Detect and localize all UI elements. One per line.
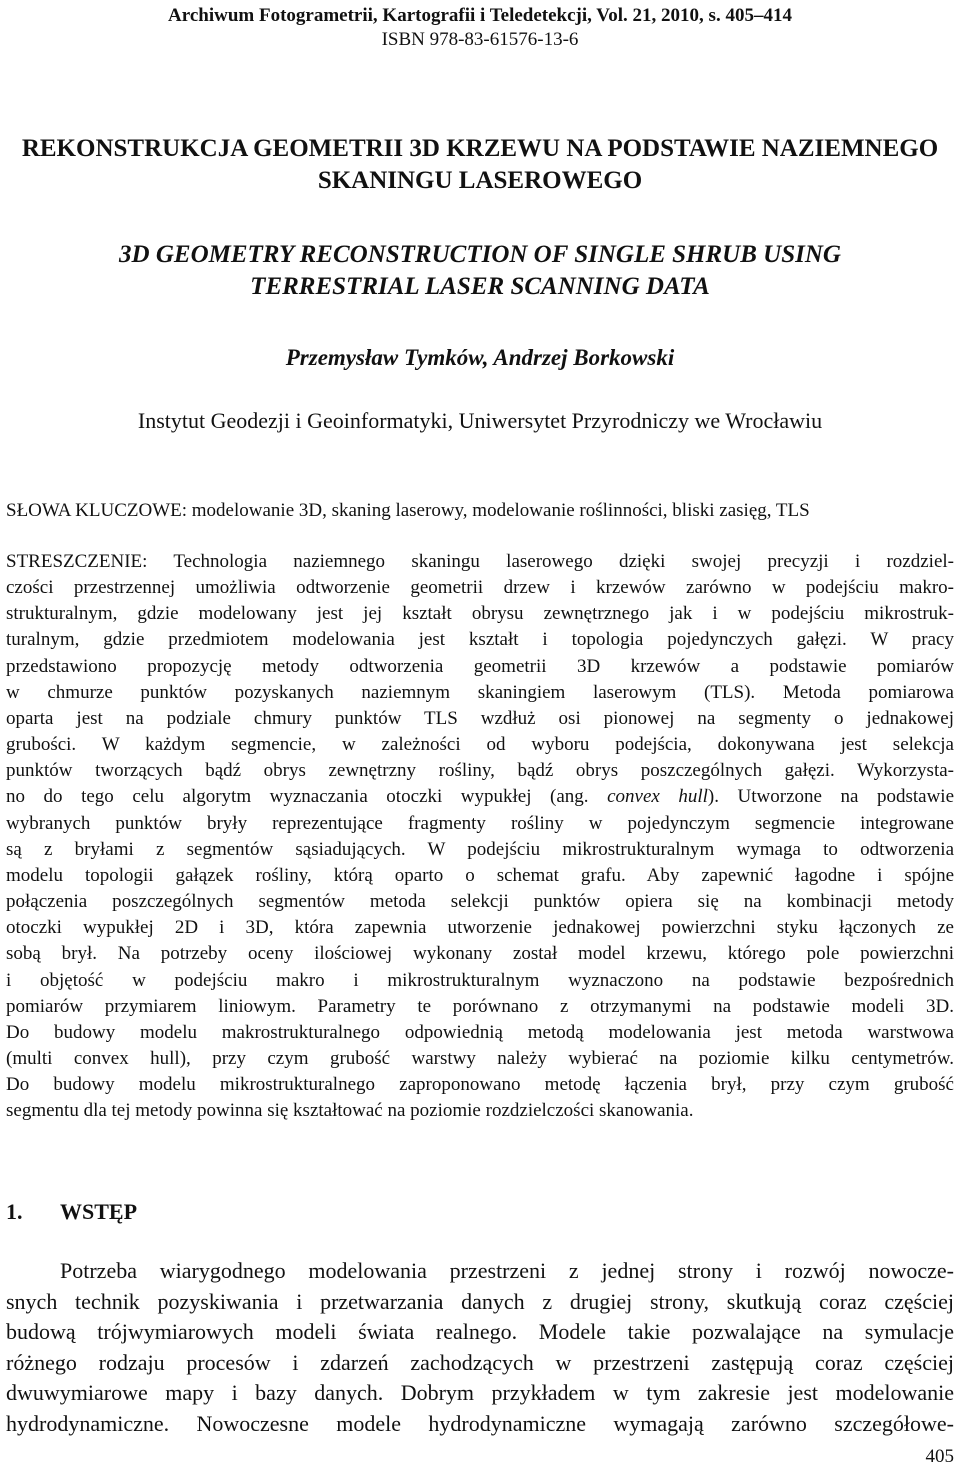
- section-number: 1.: [6, 1199, 23, 1224]
- intro-line: hydrodynamiczne. Nowoczesne modele hydrodynamiczne wymagają zarówno szczegółowe-: [6, 1410, 954, 1436]
- keywords-text: modelowanie 3D, skaning laserowy, modelowanie roślinności, bliski zasięg, TLS: [191, 500, 810, 521]
- section-heading: [6, 1197, 137, 1227]
- abstract-line: w chmurze punktów pozyskanych naziemnym skaningiem laserowym (TLS). Metoda pomiarowa: [6, 681, 954, 703]
- abstract: [6, 549, 954, 1124]
- abstract-line: czości przestrzennej umożliwia odtworzenie geometrii drzew i krzewów zarówno w podejściu makro-: [6, 577, 954, 599]
- intro-line: budową trójwymiarowych modeli świata realnego. Modele takie pozwalające na symulacje: [6, 1319, 954, 1345]
- abstract-label: STRESZCZENIE:: [6, 551, 148, 572]
- abstract-line: są z bryłami z segmentów sąsiadujących. W podejściu mikrostrukturalnym wymaga to odtworzenia: [6, 838, 954, 860]
- abstract-line: pomiarów przymiarem liniowym. Parametry te porównano z otrzymanymi na podstawie modeli 3D.: [6, 995, 954, 1017]
- intro-line: Potrzeba wiarygodnego modelowania przestrzeni z jednej strony i rozwój nowocze-: [60, 1258, 954, 1283]
- isbn: ISBN 978-83-61576-13-6: [381, 29, 579, 50]
- title-english: [0, 239, 960, 303]
- abstract-line: modelu topologii gałązek rośliny, którą oparto o schemat grafu. Aby zapewnić łagodne i spójne: [6, 864, 954, 886]
- authors: Przemysław Tymków, Andrzej Borkowski: [285, 345, 675, 370]
- intro-line: snych technik pozyskiwania i przetwarzania danych z drugiej strony, skutkują coraz częściej: [6, 1288, 954, 1314]
- abstract-line: sobą brył. Na potrzeby oceny ilościowej wykonany został model krzewu, którego pole powierzchni: [6, 943, 954, 965]
- page-number: 405: [925, 1446, 954, 1467]
- abstract-line: otoczki wypukłej 2D i 3D, która zapewnia utworzenie jednakowej powierzchni styku łączonych ze: [6, 917, 954, 939]
- abstract-italic-term: convex hull: [607, 786, 708, 808]
- abstract-line: no do tego celu algorytm wyznaczania otoczki wypukłej (ang. convex hull). Utworzone na podstawie: [6, 786, 955, 808]
- abstract-line: i objętość w podejściu makro i mikrostrukturalnym wyznaczono na podstawie bezpośrednich: [6, 969, 954, 991]
- intro-line: różnego rodzaju procesów i zdarzeń zachodzących w przestrzeni zastępują coraz częściej: [6, 1349, 954, 1375]
- abstract-line: połączenia poszczególnych segmentów metoda selekcji punktów opiera się na kombinacji metody: [6, 891, 954, 913]
- abstract-line: STRESZCZENIE: Technologia naziemnego skaningu laserowego dzięki swojej precyzji i rozdziel-: [6, 551, 954, 572]
- abstract-line: turalnym, gdzie przedmiotem modelowania jest kształt i topologia pojedynczych gałęzi. W pracy: [6, 629, 954, 651]
- abstract-line: (multi convex hull), przy czym grubość warstwy należy wybierać na poziomie kilku centymetrów.: [6, 1047, 954, 1069]
- title-polish-line: SKANINGU LASEROWEGO: [317, 167, 643, 194]
- affiliation: Instytut Geodezji i Geoinformatyki, Uniwersytet Przyrodniczy we Wrocławiu: [137, 408, 823, 433]
- title-polish: [0, 133, 960, 197]
- abstract-line: oparta jest na podziale chmury punktów TLS wzdłuż osi pionowej na segmenty o jednakowej: [6, 707, 954, 729]
- title-english-line: TERRESTRIAL LASER SCANNING DATA: [250, 273, 710, 300]
- abstract-line: punktów tworzących bądź obrys zewnętrzny rośliny, bądź obrys poszczególnych gałęzi. Wykorzysta-: [6, 760, 954, 782]
- abstract-line: grubości. W każdym segmencie, w zależności od wyboru podejścia, dokonywana jest selekcja: [6, 734, 954, 756]
- intro-paragraph: [6, 1256, 954, 1440]
- abstract-line: wybranych punktów bryły reprezentujące fragmenty rośliny w pojedynczym segmencie integrowane: [6, 812, 954, 834]
- abstract-line: strukturalnym, gdzie modelowany jest jej kształt obrysu zewnętrznego jak i w podejściu mikrostruk-: [6, 603, 954, 625]
- section-title: WSTĘP: [60, 1199, 138, 1224]
- keywords-label: SŁOWA KLUCZOWE:: [6, 500, 188, 521]
- title-polish-line: REKONSTRUKCJA GEOMETRII 3D KRZEWU NA PODSTAWIE NAZIEMNEGO: [21, 135, 939, 162]
- intro-line: dwuwymiarowe mapy i bazy danych. Dobrym przykładem w tym zakresie jest modelowanie: [6, 1380, 954, 1406]
- abstract-line: przedstawiono propozycję metody odtworzenia geometrii 3D krzewów a podstawie pomiarów: [6, 655, 954, 677]
- title-english-line: 3D GEOMETRY RECONSTRUCTION OF SINGLE SHRUB USING: [119, 241, 841, 268]
- abstract-line: segmentu dla tej metody powinna się kształtować na poziomie rozdzielczości skanowania.: [6, 1100, 694, 1122]
- abstract-line: Do budowy modelu makrostrukturalnego odpowiednią metodą modelowania jest metoda warstwowa: [6, 1021, 954, 1043]
- journal-header: Archiwum Fotogrametrii, Kartografii i Teledetekcji, Vol. 21, 2010, s. 405–414: [168, 5, 792, 26]
- keywords: [6, 498, 954, 524]
- abstract-line: Do budowy modelu mikrostrukturalnego zaproponowano metodę łączenia brył, przy czym grubość: [6, 1074, 954, 1096]
